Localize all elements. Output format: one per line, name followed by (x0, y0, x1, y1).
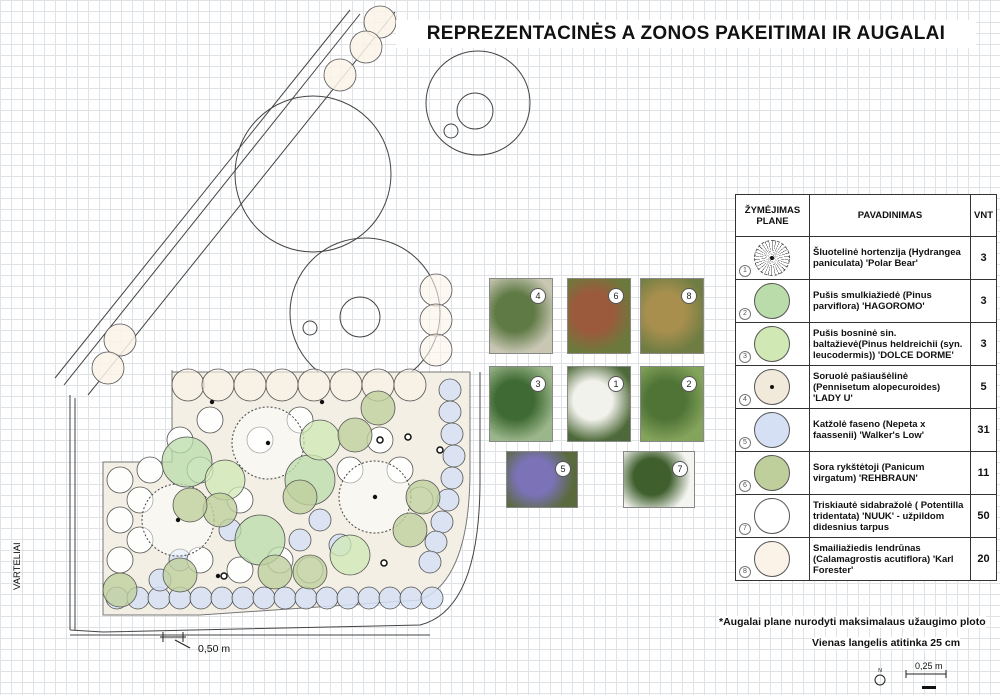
legend-quantity: 50 (971, 495, 997, 538)
panicum-plant (393, 513, 427, 547)
photo-number: 8 (681, 288, 697, 304)
plant-photo (489, 278, 553, 354)
nepeta-plant (400, 587, 422, 609)
nepeta-plant (443, 445, 465, 467)
legend-header-qty: VNT (971, 195, 997, 237)
panicum-plant (361, 391, 395, 425)
plant-center-marker (176, 518, 180, 522)
nepeta-plant (358, 587, 380, 609)
photo-number: 7 (672, 461, 688, 477)
plant-photo (567, 366, 631, 442)
legend-symbol (736, 409, 810, 452)
nepeta-plant (421, 587, 443, 609)
legend-row (736, 409, 997, 452)
nepeta-plant (439, 379, 461, 401)
legend-quantity: 3 (971, 323, 997, 366)
nepeta-plant (309, 509, 331, 531)
plant-center-marker (320, 400, 324, 404)
compass-icon (875, 668, 885, 685)
legend-number: 5 (739, 437, 751, 449)
nepeta-plant (425, 531, 447, 553)
legend-row (736, 237, 997, 280)
legend-plant-name: Pušis bosninė sin. baltažievė(Pinus heldreichii (syn. leucodermis)) 'DOLCE DORME' (810, 323, 971, 366)
nepeta-plant (379, 587, 401, 609)
plant-center-marker (437, 447, 443, 453)
legend-symbol (736, 538, 810, 581)
legend-row (736, 495, 997, 538)
panicum-plant (173, 488, 207, 522)
legend-number: 8 (739, 566, 751, 578)
legend-plant-name: Smailiažiedis lendrūnas (Calamagrostis acutiflora) 'Karl Forester' (810, 538, 971, 581)
photo-number: 4 (530, 288, 546, 304)
plant-photo (506, 451, 578, 508)
pine-hagoromo-plant (162, 437, 212, 487)
panicum-plant (293, 555, 327, 589)
panicum-plant (258, 555, 292, 589)
legend-symbol (736, 495, 810, 538)
nepeta-plant (441, 423, 463, 445)
photo-number: 5 (555, 461, 571, 477)
calamagrostis-plant (202, 369, 234, 401)
nepeta-plant (211, 587, 233, 609)
legend-row (736, 323, 997, 366)
calamagrostis-plant (420, 304, 452, 336)
plant-center-marker (216, 574, 220, 578)
potentilla-plant (107, 547, 133, 573)
legend-symbol (736, 237, 810, 280)
legend-quantity: 31 (971, 409, 997, 452)
legend-symbol (736, 323, 810, 366)
legend-row (736, 452, 997, 495)
calamagrostis-plant (324, 59, 356, 91)
legend-number: 2 (739, 308, 751, 320)
pine-dolce-plant (330, 535, 370, 575)
plant-symbol-icon (754, 283, 790, 319)
plant-photo (623, 451, 695, 508)
legend-plant-name: Triskiautė sidabražolė ( Potentilla tridentata) 'NUUK' - užpildom didesnius tarpus (810, 495, 971, 538)
photo-number: 2 (681, 376, 697, 392)
panicum-plant (163, 558, 197, 592)
calamagrostis-plant (298, 369, 330, 401)
panicum-plant (103, 573, 137, 607)
gate-label: VARTELIAI (12, 542, 23, 590)
legend-header-name: PAVADINIMAS (810, 195, 971, 237)
legend-header-symbol: ŽYMĖJIMAS PLANE (736, 195, 810, 237)
calamagrostis-plant (104, 324, 136, 356)
legend-number: 7 (739, 523, 751, 535)
note-grid: Vienas langelis atitinka 25 cm (812, 637, 961, 649)
legend-number: 1 (739, 265, 751, 277)
plant-symbol-icon (754, 498, 790, 534)
potentilla-plant (197, 407, 223, 433)
legend-number: 6 (739, 480, 751, 492)
legend-quantity: 20 (971, 538, 997, 581)
plant-symbol-icon (754, 455, 790, 491)
plant-photo (640, 366, 704, 442)
dimension-label: 0,50 m (198, 643, 231, 655)
plant-photo (640, 278, 704, 354)
plant-center-marker (405, 434, 411, 440)
potentilla-plant (107, 467, 133, 493)
nepeta-plant (439, 401, 461, 423)
nepeta-plant (232, 587, 254, 609)
legend-row (736, 538, 997, 581)
nepeta-plant (289, 529, 311, 551)
calamagrostis-plant (420, 274, 452, 306)
nepeta-plant (316, 587, 338, 609)
calamagrostis-plant (420, 334, 452, 366)
legend-row (736, 366, 997, 409)
panicum-plant (406, 480, 440, 514)
plant-photo (567, 278, 631, 354)
svg-text:N: N (878, 668, 882, 674)
scale-label: 0,25 m (915, 661, 943, 671)
legend-quantity: 11 (971, 452, 997, 495)
legend-plant-name: Sora rykštėtoji (Panicum virgatum) 'REHBRAUN' (810, 452, 971, 495)
plant-symbol-icon (754, 240, 790, 276)
page-title: REPREZENTACINĖS A ZONOS PAKEITIMAI IR AUGALAI (396, 20, 976, 48)
nepeta-plant (295, 587, 317, 609)
plant-center-marker (373, 495, 377, 499)
nepeta-plant (274, 587, 296, 609)
legend-plant-name: Šluotelinė hortenzija (Hydrangea paniculata) 'Polar Bear' (810, 237, 971, 280)
legend-plant-name: Pušis smulkiažiedė (Pinus parviflora) 'HAGOROMO' (810, 280, 971, 323)
potentilla-plant (137, 457, 163, 483)
legend-quantity: 3 (971, 280, 997, 323)
plant-symbol-icon (754, 412, 790, 448)
plant-symbol-icon (754, 541, 790, 577)
nepeta-plant (190, 587, 212, 609)
note-max-growth: *Augalai plane nurodyti maksimalaus užaugimo ploto (719, 616, 986, 628)
legend-number: 3 (739, 351, 751, 363)
legend-plant-name: Katžolė faseno (Nepeta x faassenii) 'Walker's Low' (810, 409, 971, 452)
calamagrostis-plant (350, 31, 382, 63)
plant-center-marker (377, 437, 383, 443)
plant-symbol-icon (754, 326, 790, 362)
calamagrostis-plant (234, 369, 266, 401)
plant-center-marker (381, 560, 387, 566)
plant-photo (489, 366, 553, 442)
legend-quantity: 3 (971, 237, 997, 280)
legend-table (735, 194, 997, 581)
nepeta-plant (441, 467, 463, 489)
panicum-plant (338, 418, 372, 452)
plant-center-marker (210, 400, 214, 404)
legend-quantity: 5 (971, 366, 997, 409)
legend-symbol (736, 452, 810, 495)
nepeta-plant (437, 489, 459, 511)
pine-dolce-plant (300, 420, 340, 460)
legend-number: 4 (739, 394, 751, 406)
calamagrostis-plant (92, 352, 124, 384)
plant-symbol-icon (754, 369, 790, 405)
nepeta-plant (253, 587, 275, 609)
plant-center-marker (266, 441, 270, 445)
photo-number: 6 (608, 288, 624, 304)
panicum-plant (283, 480, 317, 514)
legend-symbol (736, 280, 810, 323)
legend-symbol (736, 366, 810, 409)
potentilla-plant (107, 507, 133, 533)
calamagrostis-plant (330, 369, 362, 401)
plant-center-marker (221, 573, 227, 579)
calamagrostis-plant (266, 369, 298, 401)
photo-number: 3 (530, 376, 546, 392)
calamagrostis-plant (394, 369, 426, 401)
panicum-plant (203, 493, 237, 527)
legend-row (736, 280, 997, 323)
nepeta-plant (419, 551, 441, 573)
legend-plant-name: Soruolė pašiaušėlinė (Pennisetum alopecuroides) 'LADY U' (810, 366, 971, 409)
calamagrostis-plant (172, 369, 204, 401)
photo-number: 1 (608, 376, 624, 392)
nepeta-plant (337, 587, 359, 609)
scale-bar (906, 670, 946, 689)
nepeta-plant (431, 511, 453, 533)
